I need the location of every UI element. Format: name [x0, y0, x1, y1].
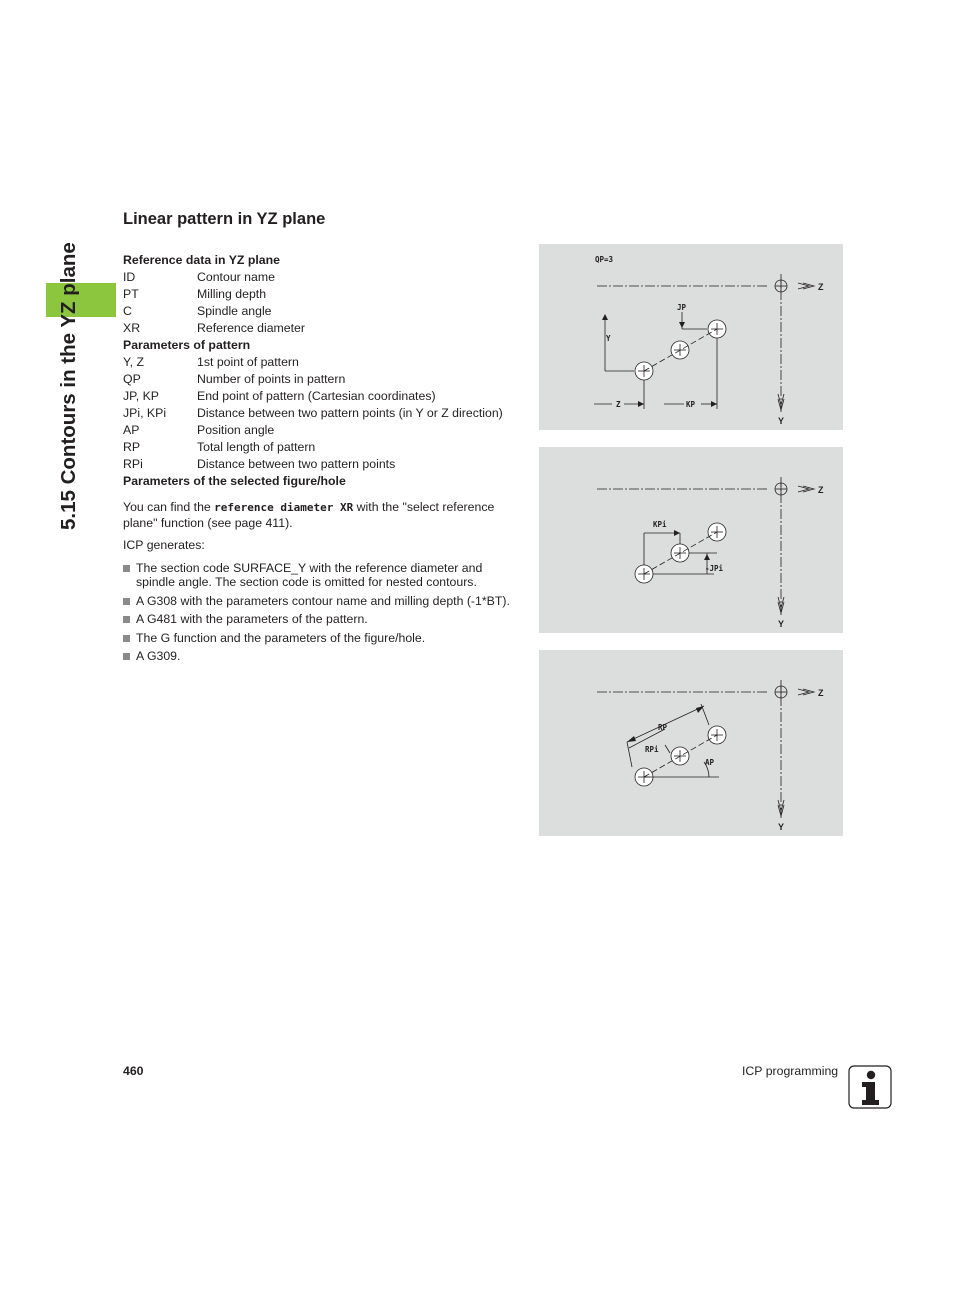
- param-row: [123, 405, 523, 422]
- param-row: [123, 422, 523, 439]
- bullet-list: [123, 561, 518, 664]
- param-key: XR: [123, 321, 141, 335]
- axis-y-label: Y: [778, 619, 785, 629]
- label-z-dim: Z: [616, 400, 621, 409]
- bullet-text: The G function and the parameters of the figure/hole.: [136, 630, 426, 645]
- param-key: JP, KP: [123, 389, 160, 403]
- chapter-title: ICP programming: [742, 1064, 839, 1078]
- param-section-label: Reference data in YZ plane: [123, 253, 280, 267]
- param-row: [123, 269, 523, 286]
- param-row: [123, 286, 523, 303]
- param-key: RP: [123, 440, 141, 454]
- param-key: C: [123, 304, 132, 318]
- param-row: [123, 371, 523, 388]
- ref-text-before: You can find the: [123, 500, 215, 514]
- bullet-text: A G481 with the parameters of the pattern.: [136, 612, 368, 626]
- axis-z-label: Z: [818, 688, 824, 698]
- label-jp: JP: [677, 303, 687, 312]
- param-key: AP: [123, 423, 140, 437]
- axis-y-label: Y: [778, 822, 785, 832]
- info-icon: [848, 1065, 892, 1109]
- side-tab-title: 5.15 Contours in the YZ plane: [57, 242, 80, 530]
- label-kpi: KPi: [653, 520, 667, 529]
- param-key: QP: [123, 372, 141, 386]
- param-key: JPi, KPi: [123, 406, 167, 420]
- param-section-heading: [123, 473, 523, 490]
- param-value: Spindle angle: [197, 304, 272, 318]
- param-value: 1st point of pattern: [197, 355, 299, 369]
- page-number: 460: [123, 1064, 144, 1078]
- param-section-label: Parameters of pattern: [123, 338, 251, 352]
- bullet-item: [123, 612, 518, 627]
- param-key: PT: [123, 287, 139, 301]
- label-rp: RP: [658, 723, 668, 732]
- bullet-square-icon: [123, 598, 130, 605]
- param-key: Y, Z: [123, 355, 144, 369]
- body-text: [123, 500, 518, 668]
- bullet-square-icon: [123, 565, 130, 572]
- bullet-text: A G308 with the parameters contour name and milling depth (-1*BT).: [136, 593, 510, 608]
- bullet-item: [123, 561, 518, 590]
- param-value: Contour name: [197, 270, 275, 284]
- label-qp: QP=3: [595, 255, 614, 264]
- bullet-text: A G309.: [136, 649, 181, 663]
- param-value: Reference diameter: [197, 321, 305, 335]
- param-key: ID: [123, 270, 136, 284]
- param-section-heading: [123, 337, 523, 354]
- axis-y-label: Y: [778, 416, 785, 426]
- param-row: [123, 456, 523, 473]
- bullet-item: [123, 649, 518, 664]
- section-heading: Linear pattern in YZ plane: [123, 210, 326, 228]
- figure-linear-pattern-polar: [539, 650, 843, 836]
- param-value: End point of pattern (Cartesian coordinates): [197, 389, 436, 403]
- bullet-item: [123, 594, 518, 609]
- param-value: Milling depth: [197, 287, 267, 301]
- param-value: Total length of pattern: [197, 440, 316, 454]
- ref-code: reference diameter XR: [214, 501, 354, 514]
- param-value: Number of points in pattern: [197, 372, 346, 386]
- parameter-table: [123, 252, 523, 490]
- param-value: Position angle: [197, 423, 275, 437]
- bullet-square-icon: [123, 616, 130, 623]
- param-key: RPi: [123, 457, 143, 471]
- axis-z-label: Z: [818, 282, 824, 292]
- param-section-heading: [123, 252, 523, 269]
- ref-text-after: with the "select reference plane" function (see page 411).: [123, 500, 495, 530]
- label-rpi: RPi: [645, 745, 659, 754]
- label-y-dim: Y: [606, 334, 611, 343]
- bullet-square-icon: [123, 635, 130, 642]
- param-row: [123, 439, 523, 456]
- param-row: [123, 320, 523, 337]
- param-value: Distance between two pattern points: [197, 457, 396, 471]
- param-value: Distance between two pattern points (in Y or Z direction): [197, 406, 503, 420]
- param-row: [123, 354, 523, 371]
- label-jpi: -JPi: [705, 564, 724, 573]
- param-row: [123, 388, 523, 405]
- param-section-label: Parameters of the selected figure/hole: [123, 474, 346, 488]
- axis-z-label: Z: [818, 485, 824, 495]
- generates-text: ICP generates:: [123, 538, 205, 552]
- reference-paragraph: [123, 500, 518, 530]
- bullet-square-icon: [123, 653, 130, 660]
- figure-linear-pattern-endpoint: [539, 244, 843, 430]
- figure-linear-pattern-increment: [539, 447, 843, 633]
- label-ap: AP: [705, 758, 715, 767]
- param-row: [123, 303, 523, 320]
- bullet-item: [123, 631, 518, 646]
- label-kp: KP: [686, 400, 696, 409]
- bullet-text: The section code SURFACE_Y with the reference diameter and spindle angle. The section code is omitted for nested contours.: [136, 560, 483, 589]
